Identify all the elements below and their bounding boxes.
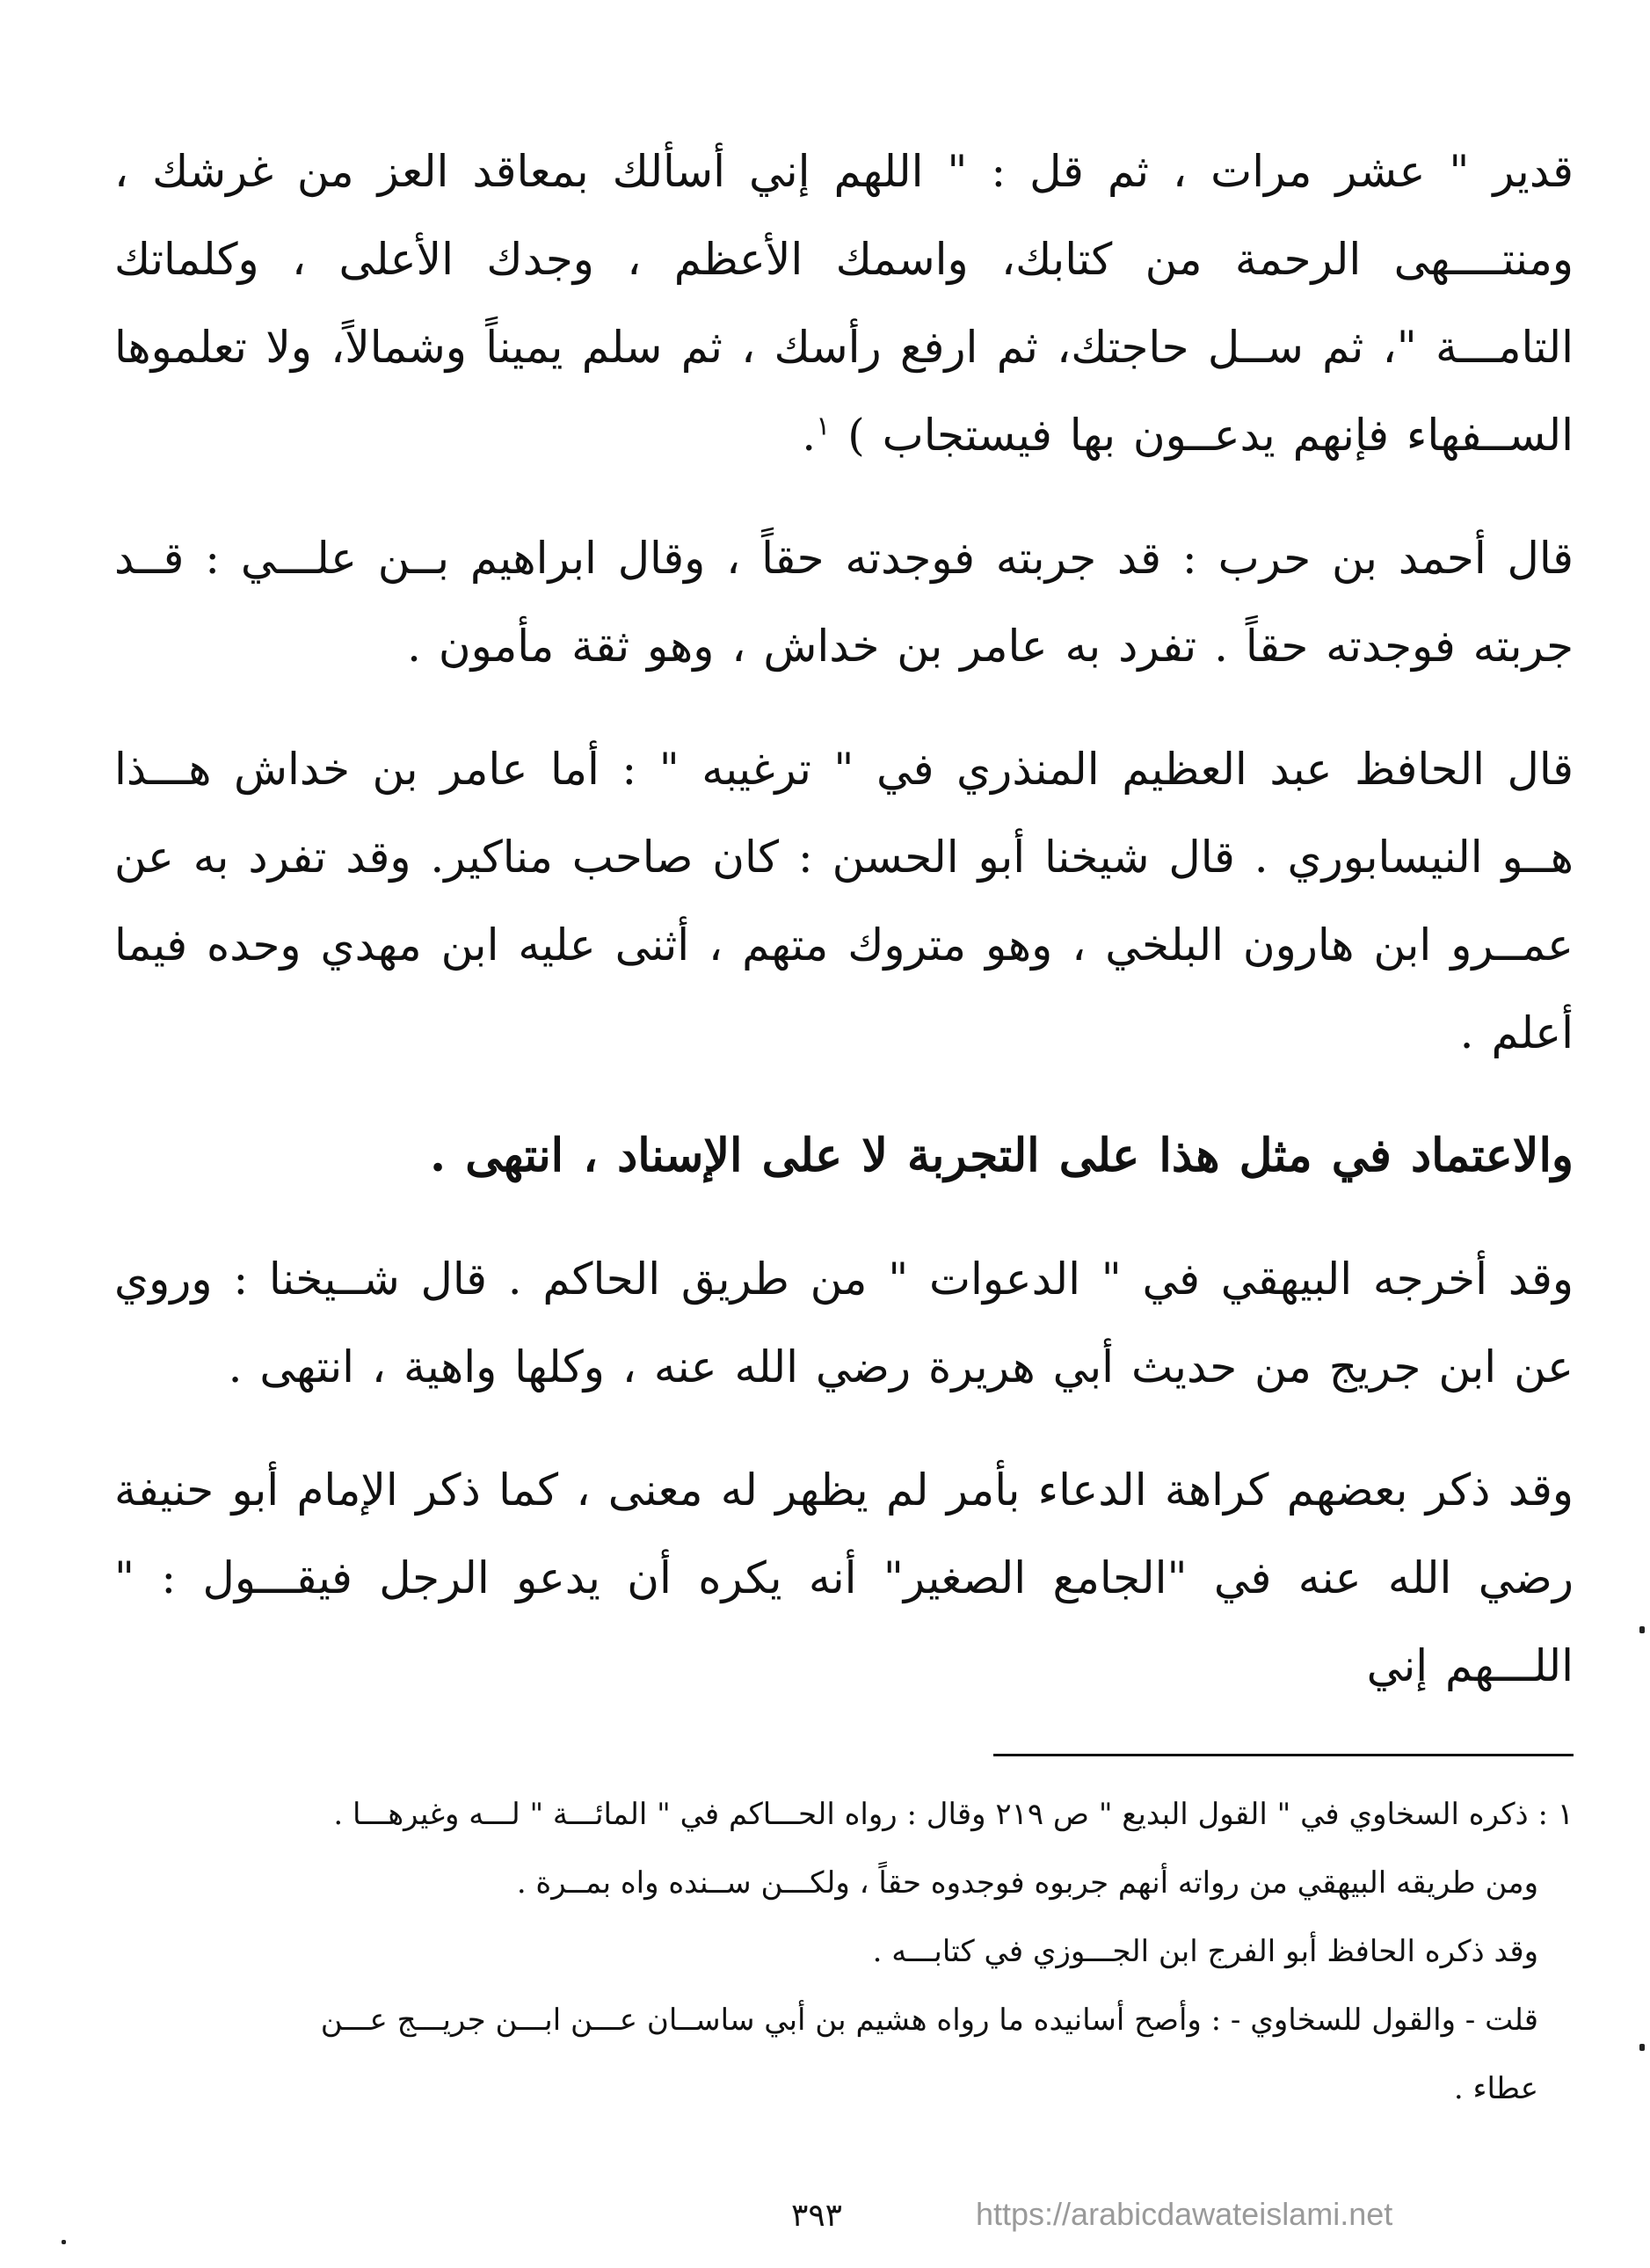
footnotes: [132, 1780, 1574, 2123]
paragraph-3: قال الحافظ عبد العظيم المنذري في " ترغيبه " : أما عامر بن خداش هـــذا هــو النيسابوري . قال شيخنا أبو الحسن : كان صاحب مناكير. وقد تفرد به عن عمــرو ابن هارون البلخي ، وهو متروك متهم ، أثنى عليه ابن مهدي وحده فيما أعلم .: [114, 744, 1574, 1058]
footnote-divider: [993, 1754, 1574, 1756]
paragraph-1-end: .: [802, 410, 817, 461]
watermark-url[interactable]: https://arabicdawateislami.net: [976, 2196, 1393, 2232]
footnote-marker[interactable]: ١: [816, 411, 831, 442]
footnote-line-2: ومن طريقه البيهقي من رواته أنهم جربوه فوجدوه حقاً ، ولكـــن ســنده واه بمــرة .: [516, 1865, 1538, 1901]
footnote-line-1: ١ : ذكره السخاوي في " القول البديع " ص ٢١٩ وقال : رواه الحـــاكم في " المائـــة " لـــه وغيرهـــا .: [333, 1797, 1574, 1832]
paragraph-1: [114, 127, 1574, 479]
scan-speck: [1639, 1626, 1645, 1633]
paragraph-6: وقد ذكر بعضهم كراهة الدعاء بأمر لم يظهر له معنى ، كما ذكر الإمام أبو حنيفة رضي الله عنه في "الجامع الصغير" أنه يكره أن يدعو الرجل فيقـــول : " اللـــهم إني: [114, 1465, 1574, 1691]
scan-speck: [1639, 2044, 1645, 2051]
paragraph-5: وقد أخرجه البيهقي في " الدعوات " من طريق الحاكم . قال شــيخنا : وروي عن ابن جريج من حديث أبي هريرة رضي الله عنه ، وكلها واهية ، انتهى .: [114, 1254, 1574, 1392]
footnote-line-4: قلت - والقول للسخاوي - : وأصح أسانيده ما رواه هشيم بن أبي ساســان عـــن ابـــن جريـــج عـــن: [320, 2003, 1538, 2038]
page-number: ٣٩٣: [791, 2198, 843, 2234]
paragraph-1-text: قدير " عشر مرات ، ثم قل : " اللهم إني أسألك بمعاقد العز من غرشك ، ومنتــــهى الرحمة من كتابك، واسمك الأعظم ، وجدك الأعلى ، وكلماتك التامـــة "، ثم ســل حاجتك، ثم ارفع رأسك ، ثم سلم يميناً وشمالاً، ولا تعلموها الســفهاء فإنهم يدعــون بها فيستجاب ): [114, 146, 1574, 461]
scan-speck: [62, 2240, 66, 2244]
main-text: [114, 127, 1574, 1710]
footnote-line-5: عطاء .: [1453, 2071, 1538, 2106]
paragraph-4-bold: والاعتماد في مثل هذا على التجربة لا على الإسناد ، انتهى .: [429, 1129, 1574, 1182]
paragraph-2: قال أحمد بن حرب : قد جربته فوجدته حقاً ، وقال ابراهيم بــن علـــي : قــد جربته فوجدته حقاً . تفرد به عامر بن خداش ، وهو ثقة مأمون .: [114, 533, 1574, 672]
footnote-line-3: وقد ذكره الحافظ أبو الفرج ابن الجـــوزي في كتابـــه .: [872, 1934, 1538, 1969]
